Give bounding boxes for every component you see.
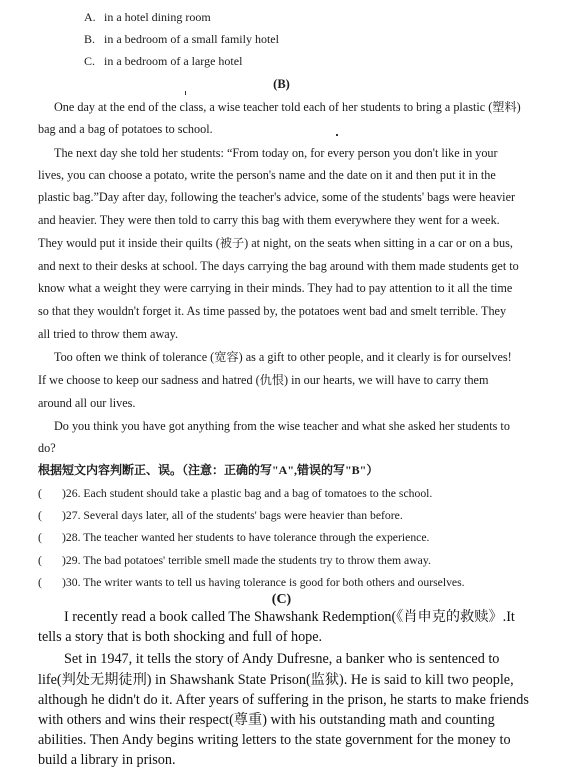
question-30 xyxy=(38,575,465,590)
passage-line: bag and a bag of potatoes to school. xyxy=(38,122,213,136)
passage-line: know what a weight they were carrying in their minds. They had to pay attention to it all the time xyxy=(38,281,513,295)
answer-blank: ( xyxy=(38,531,42,544)
instruction: 根据短文内容判断正、误。（注意：正确的写"A",错误的写"B"） xyxy=(38,463,379,477)
passage-line: Too often we think of tolerance (宽容) as a gift to other people, and it clearly is for ourselves! xyxy=(54,350,512,364)
question-29 xyxy=(38,553,431,568)
passage-line: life(判处无期徒刑) in Shawshank State Prison(监狱). He is said to kill two people, xyxy=(38,672,514,688)
scan-speck xyxy=(336,134,338,136)
answer-blank: ( xyxy=(38,554,42,567)
question-text: )27. Several days later, all of the students' bags were heavier than before. xyxy=(62,509,403,522)
passage-line: do? xyxy=(38,441,56,455)
passage-line: around all our lives. xyxy=(38,396,136,410)
scan-speck xyxy=(185,91,186,95)
passage-line: They would put it inside their quilts (被子) at night, on the seats when sitting in a car or on a bus, xyxy=(38,236,513,250)
question-26 xyxy=(38,486,432,501)
option-a xyxy=(84,10,211,25)
passage-line: Do you think you have got anything from the wise teacher and what she asked her students to xyxy=(54,419,510,433)
section-b-heading: (B) xyxy=(273,77,290,91)
passage-line: and next to their desks at school. The days carrying the bag around with them made students get to xyxy=(38,259,519,273)
question-text: )28. The teacher wanted her students to have tolerance through the experience. xyxy=(62,531,430,544)
passage-line: tells a story that is both shocking and full of hope. xyxy=(38,629,323,645)
option-text: in a bedroom of a small family hotel xyxy=(104,32,279,46)
option-letter: C. xyxy=(84,54,96,68)
answer-blank: ( xyxy=(38,576,42,589)
option-letter: B. xyxy=(84,32,96,46)
question-text: )29. The bad potatoes' terrible smell made the students try to throw them away. xyxy=(62,554,431,567)
passage-line: One day at the end of the class, a wise teacher told each of her students to bring a plastic (塑料) xyxy=(54,100,521,114)
option-c xyxy=(84,54,242,69)
passage-line: all tried to throw them away. xyxy=(38,327,179,341)
option-text: in a hotel dining room xyxy=(104,10,211,24)
answer-blank: ( xyxy=(38,509,42,522)
question-27 xyxy=(38,508,403,523)
option-b xyxy=(84,32,279,47)
passage-line: abilities. Then Andy begins writing letters to the state government for the money to xyxy=(38,732,511,748)
passage-line: If we choose to keep our sadness and hatred (仇恨) in our hearts, we will have to carry them xyxy=(38,373,489,387)
passage-line: Set in 1947, it tells the story of Andy Dufresne, a banker who is sentenced to xyxy=(64,651,500,667)
passage-line: build a library in prison. xyxy=(38,752,176,768)
answer-blank: ( xyxy=(38,487,42,500)
option-text: in a bedroom of a large hotel xyxy=(104,54,243,68)
question-text: )30. The writer wants to tell us having tolerance is good for both others and ourselves. xyxy=(62,576,465,589)
question-text: )26. Each student should take a plastic bag and a bag of tomatoes to the school. xyxy=(62,487,433,500)
passage-line: The next day she told her students: “From today on, for every person you don't like in your xyxy=(54,146,498,160)
passage-line: plastic bag.”Day after day, following the teacher's advice, some of the students' bags were heavier xyxy=(38,190,516,204)
passage-line: although he didn't do it. After years of suffering in the prison, he starts to make friends xyxy=(38,692,529,708)
passage-line: and heavier. They were then told to carry this bag with them everywhere they went for a week. xyxy=(38,213,500,227)
passage-line: lives, you can choose a potato, write the person's name and the date on it and then put it in the xyxy=(38,168,496,182)
section-c-heading: (C) xyxy=(271,592,292,607)
passage-line: so that they wouldn't forget it. As time passed by, the potatoes went bad and smelt terrible. They xyxy=(38,304,507,318)
passage-line: I recently read a book called The Shawshank Redemption(《肖申克的救赎》.It xyxy=(64,609,515,625)
option-letter: A. xyxy=(84,10,96,24)
question-28 xyxy=(38,530,429,545)
passage-line: with others and wins their respect(尊重) with his outstanding math and counting xyxy=(38,712,495,728)
